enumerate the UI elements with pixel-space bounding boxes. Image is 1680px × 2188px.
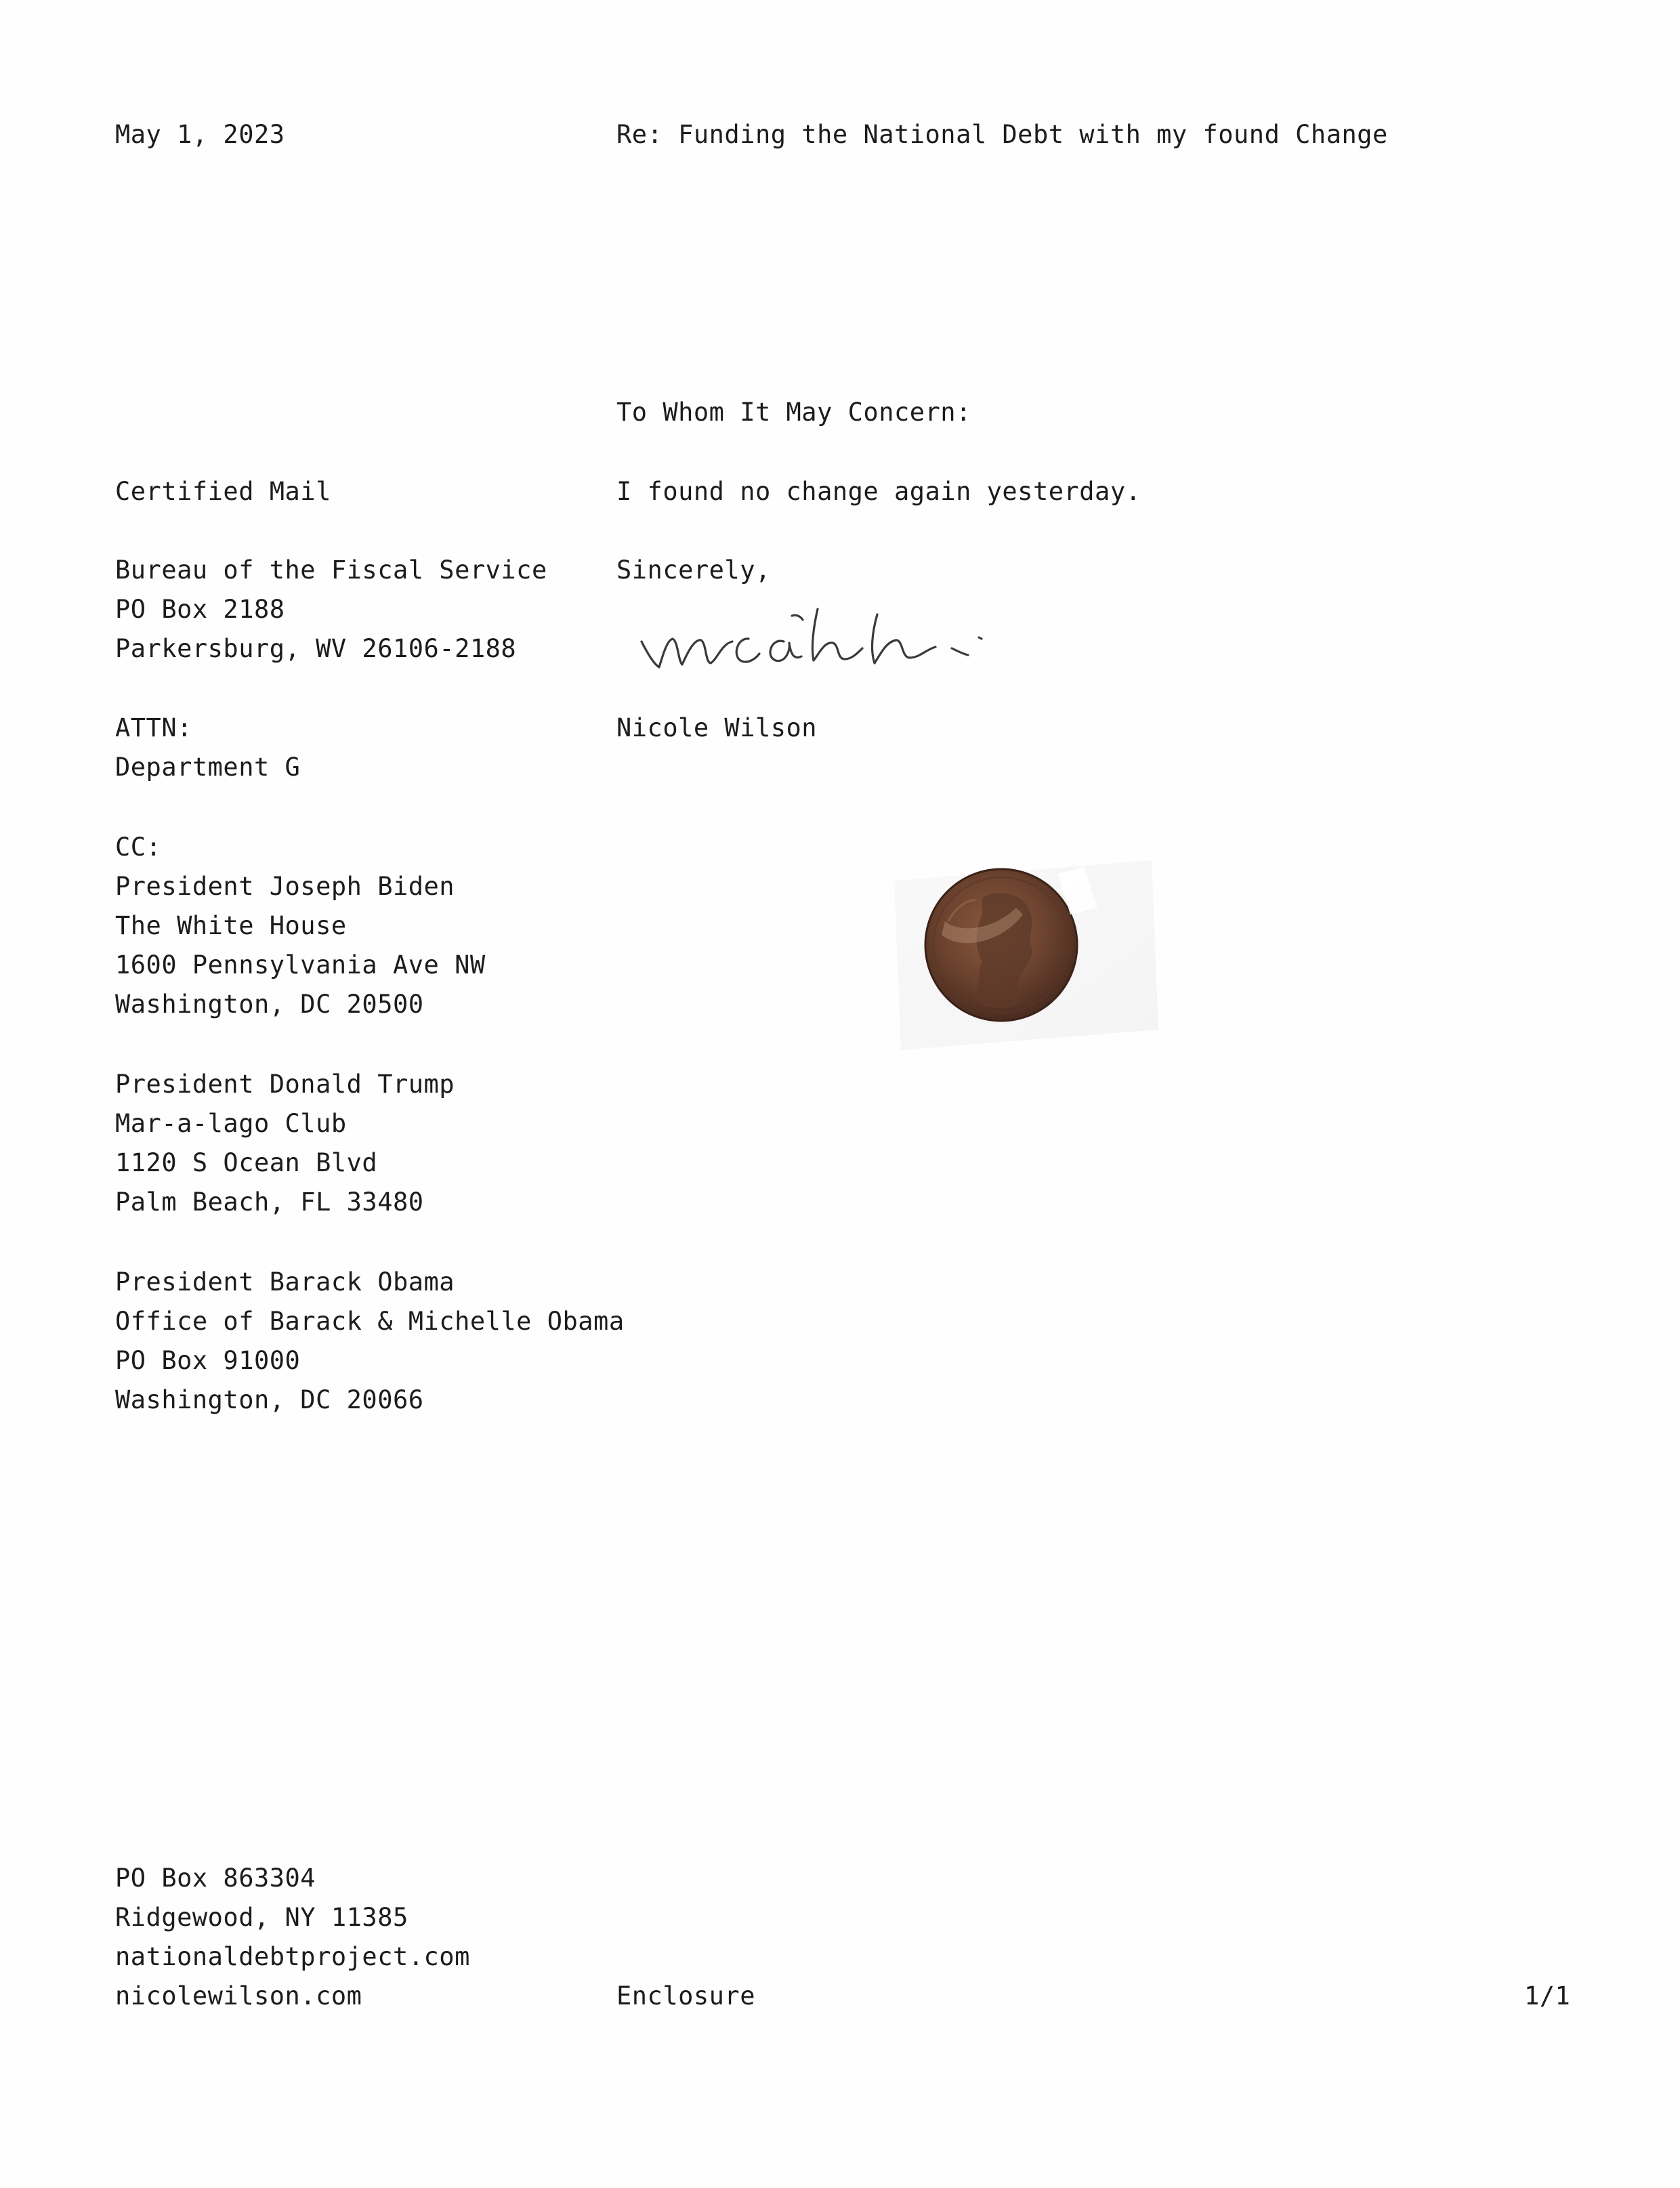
cc-block-trump <box>115 1065 455 1222</box>
cc-line: Office of Barack & Michelle Obama <box>115 1307 625 1336</box>
sender-footer <box>115 1859 470 2016</box>
recipient-address-line2: Parkersburg, WV 26106-2188 <box>115 634 517 663</box>
recipient-address-line1: PO Box 2188 <box>115 595 285 624</box>
recipient-address <box>115 551 547 669</box>
sender-address-line1: PO Box 863304 <box>115 1864 316 1893</box>
closing: Sincerely, <box>616 555 771 585</box>
cc-block-biden <box>115 828 486 1024</box>
cc-line: PO Box 91000 <box>115 1346 301 1375</box>
cc-line: Washington, DC 20500 <box>115 990 424 1019</box>
cc-line: The White House <box>115 911 347 940</box>
penny-enclosure <box>881 833 1165 1064</box>
attn-label: ATTN: <box>115 713 192 742</box>
recipient-name: Bureau of the Fiscal Service <box>115 555 547 585</box>
mailing-method: Certified Mail <box>115 477 331 506</box>
website-link: nationaldebtproject.com <box>115 1942 470 1971</box>
letter-date: May 1, 2023 <box>115 120 285 149</box>
letter-body: I found no change again yesterday. <box>616 477 1141 506</box>
page-number: 1/1 <box>1524 1981 1571 2011</box>
salutation: To Whom It May Concern: <box>616 398 971 427</box>
cc-line: Mar-a-lago Club <box>115 1109 347 1138</box>
website-link: nicolewilson.com <box>115 1981 362 2011</box>
cc-line: Palm Beach, FL 33480 <box>115 1187 424 1217</box>
enclosure-label: Enclosure <box>616 1981 755 2011</box>
letter-subject: Re: Funding the National Debt with my found Change <box>616 120 1388 149</box>
cc-label: CC: <box>115 833 162 862</box>
cc-line: 1600 Pennsylvania Ave NW <box>115 950 486 980</box>
cc-name: President Joseph Biden <box>115 872 455 901</box>
attn-block <box>115 709 300 787</box>
cc-name: President Barack Obama <box>115 1267 455 1297</box>
cc-line: 1120 S Ocean Blvd <box>115 1148 378 1177</box>
cc-line: Washington, DC 20066 <box>115 1385 424 1414</box>
attn-department: Department G <box>115 753 301 782</box>
cc-block-obama <box>115 1263 625 1420</box>
signature-name: Nicole Wilson <box>616 713 818 742</box>
sender-address-line2: Ridgewood, NY 11385 <box>115 1903 408 1932</box>
cc-name: President Donald Trump <box>115 1070 455 1099</box>
handwritten-signature <box>633 599 999 688</box>
